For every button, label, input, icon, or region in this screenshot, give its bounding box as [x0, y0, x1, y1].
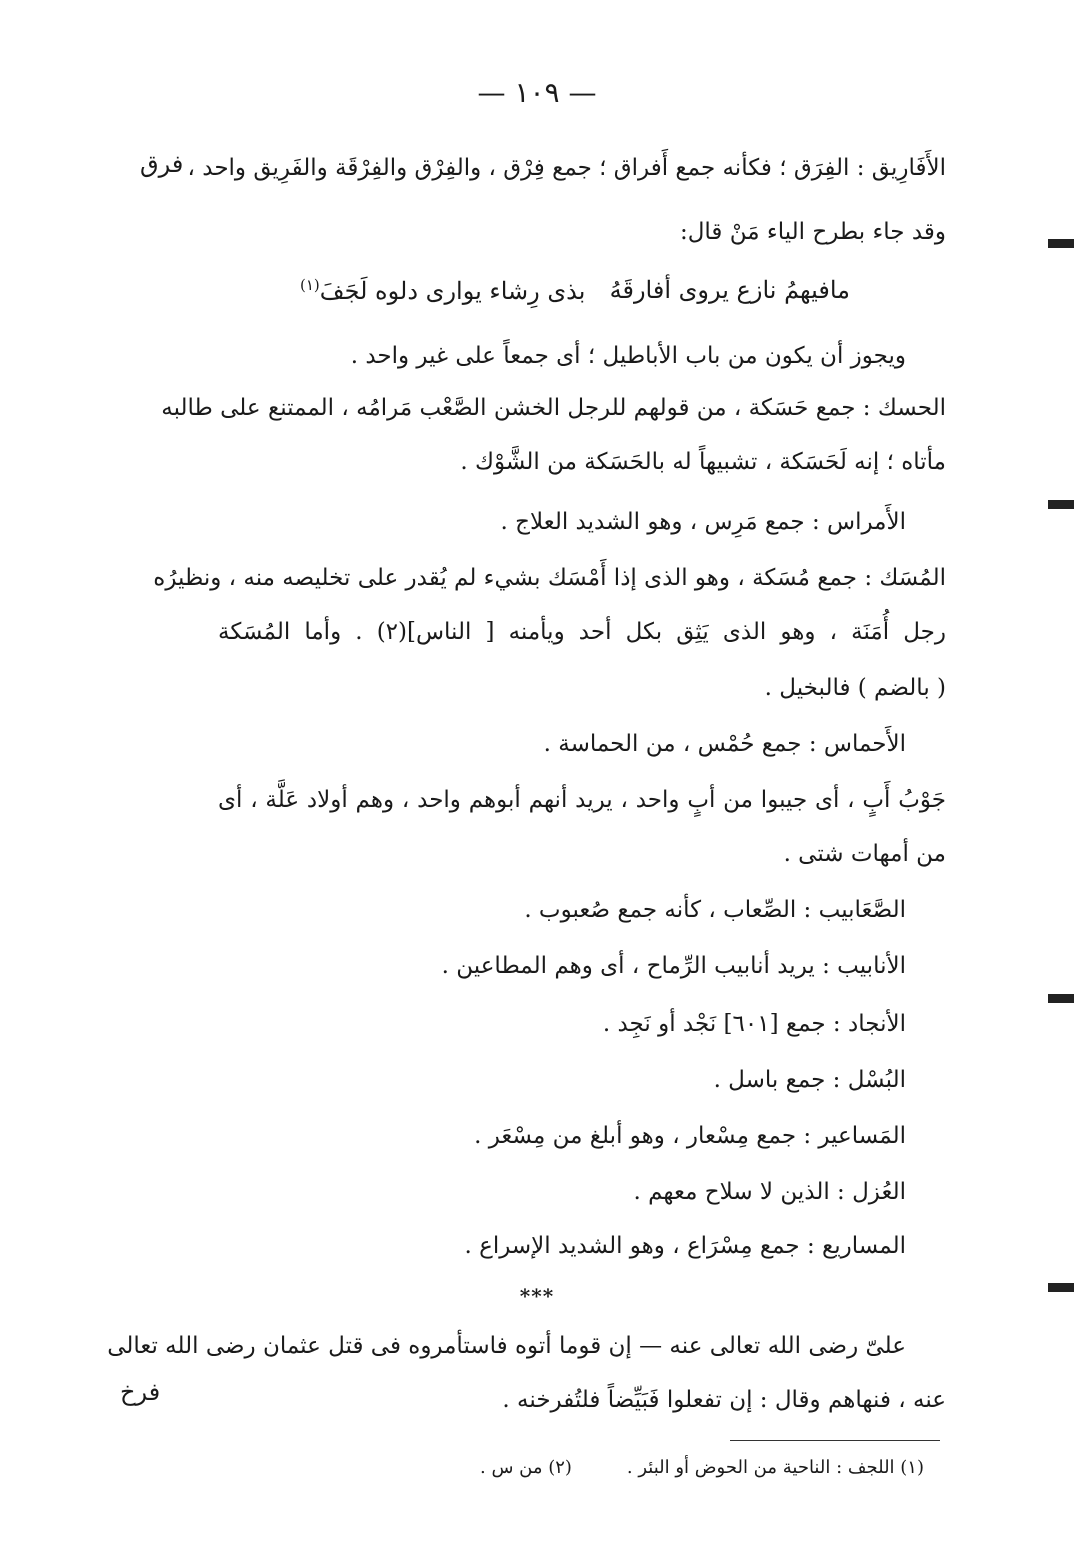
text-line: من أمهات شتى . — [783, 841, 946, 867]
margin-note-farkh: فرخ — [120, 1378, 161, 1406]
scan-edge-mark — [1048, 1283, 1074, 1292]
text-line: الأَمراس : جمع مَرِس ، وهو الشديد العلاج . — [500, 509, 906, 535]
text-line: مأتاه ؛ إنه لَحَسَكة ، تشبيهاً له بالحَسَكة من الشَّوْك . — [460, 449, 946, 475]
page-number: — ١٠٩ — — [477, 76, 597, 109]
text-line: رجل أُمَنَة ، وهو الذى يَثِق بكل أحد ويأمنه [ الناس](٢) . وأما المُسَكة — [218, 619, 946, 645]
text-line: المَساعير : جمع مِسْعار ، وهو أبلغ من مِسْعَر . — [474, 1123, 906, 1149]
text-line: المُسَك : جمع مُسَكة ، وهو الذى إذا أَمْسَك بشيء لم يُقدر على تخليصه منه ، ونظيرُه — [153, 565, 946, 591]
text-line: الأنجاد : جمع [٦٠١] نَجْد أو نَجِد . — [602, 1011, 906, 1037]
section-separator: *** — [519, 1284, 555, 1308]
text-line: الأنابيب : يريد أنابيب الرِّماح ، أى وهم المطاعين . — [441, 953, 906, 979]
text-line: ( بالضم ) فالبخيل . — [764, 675, 946, 701]
text-line: وقد جاء بطرح الياء مَنْ قال: — [679, 219, 946, 245]
text-line: علىّ رضى الله تعالى عنه — إن قوما أتوه فاستأمروه فى قتل عثمان رضى الله تعالى — [107, 1333, 906, 1359]
margin-note-farq: فرق — [140, 150, 184, 178]
verse-text: بذى رِشاء يوارى دلوه لَجَفَ — [319, 277, 586, 305]
text-line: الصَّعَابيب : الصِّعاب ، كأنه جمع صُعبوب . — [524, 897, 906, 923]
text-line: البُسْل : جمع باسل . — [713, 1067, 906, 1093]
footnote-divider — [730, 1440, 940, 1441]
scan-edge-mark — [1048, 500, 1074, 509]
scan-edge-mark — [1048, 994, 1074, 1003]
footnote-marker: (١) — [300, 276, 320, 294]
text-line: العُزل : الذين لا سلاح معهم . — [633, 1179, 906, 1205]
footnote-2: (٢) من س . — [480, 1457, 572, 1478]
verse-hemistich-1 — [610, 276, 850, 304]
text-line: الأَفَارِيق : الفِرَق ؛ فكأنه جمع أَفراق ؛ جمع فِرْق ، والفِرْق والفِرْقَة والفَرِيق واحد ، — [187, 155, 946, 181]
verse-hemistich-2 — [300, 276, 585, 305]
verse-text: مافيهمُ نازع يروى أفارقَهُ — [609, 276, 850, 304]
text-line: المساريع : جمع مِسْرَاع ، وهو الشديد الإسراع . — [464, 1233, 906, 1259]
text-line: الحسك : جمع حَسَكة ، من قولهم للرجل الخشن الصَّعْب مَرامُه ، الممتنع على طالبه — [161, 395, 946, 421]
text-line: عنه ، فنهاهم وقال : إن تفعلوا فَبَيِّضاً فلتُفرخنه . — [502, 1387, 946, 1413]
main-text — [107, 0, 946, 1556]
scan-edge-mark — [1048, 239, 1074, 248]
text-line: الأَحماس : جمع حُمْس ، من الحماسة . — [543, 731, 906, 757]
footnote-1: (١) اللجف : الناحية من الحوض أو البئر . — [626, 1457, 924, 1478]
text-line: جَوْبُ أَبٍ ، أى جيبوا من أبٍ واحد ، يريد أنهم أبوهم واحد ، وهم أولاد عَلَّة ، أى — [218, 787, 946, 813]
text-line: ويجوز أن يكون من باب الأباطيل ؛ أى جمعاً على غير واحد . — [350, 343, 906, 369]
